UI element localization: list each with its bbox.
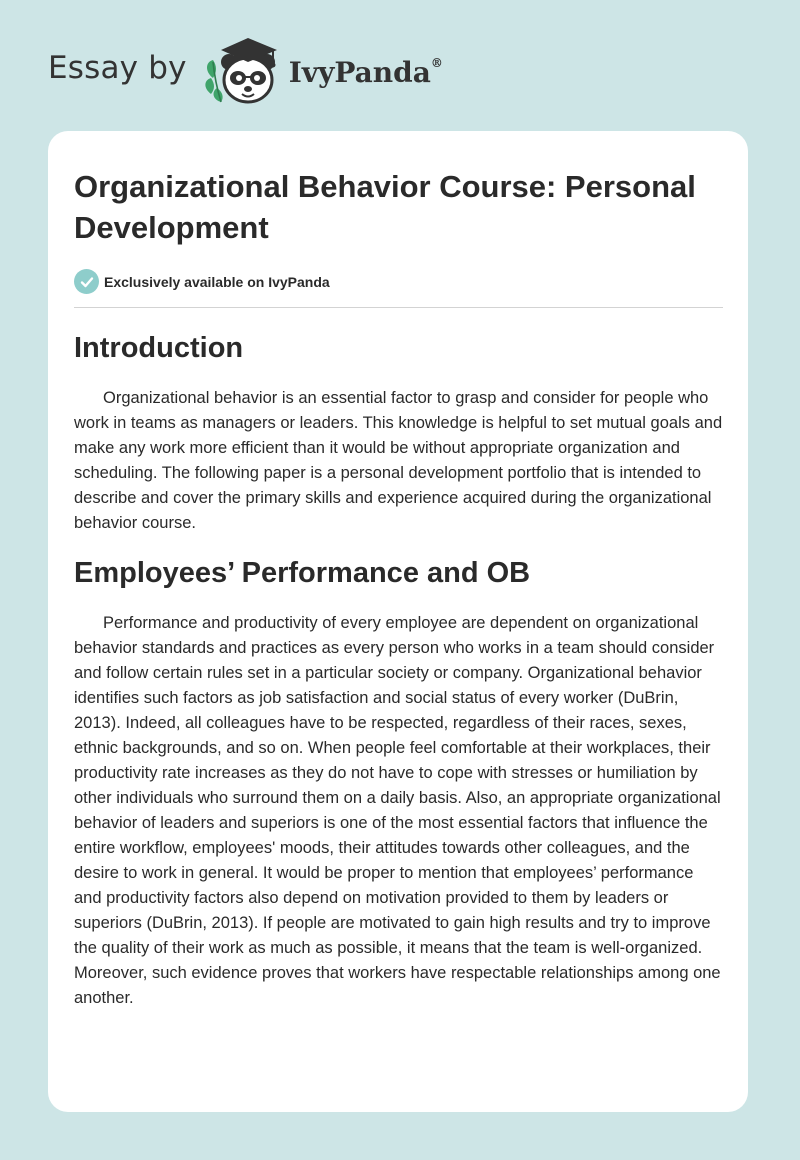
site-header (48, 30, 443, 110)
registered-mark: ® (430, 56, 443, 71)
section-heading-introduction: Introduction (74, 332, 244, 364)
section-heading-performance: Employees’ Performance and OB (74, 557, 531, 589)
page-title: Organizational Behavior Course: Personal Development (74, 169, 696, 245)
panda-graduate-icon[interactable] (201, 32, 285, 108)
essay-by-label: Essay by (48, 50, 187, 86)
section-paragraph-introduction: Organizational behavior is an essential factor to grasp and consider for people who work in teams as managers or leaders. This knowledge is helpful to set mutual goals and make any work more efficient than it would be without appropriate organization and scheduling. The following paper is a personal development portfolio that is intended to describe and cover the primary skills and experience acquired during the organizational behavior course. (74, 389, 723, 532)
exclusive-badge (74, 269, 723, 308)
essay-card (48, 131, 748, 1112)
section-paragraph-performance: Performance and productivity of every employee are dependent on organizational behavior standards and practices as every person who works in a team should consider and follow certain rules set in a particular society or company. Organizational behavior identifies such factors as job satisfaction and social status of every worker (DuBrin, 2013). Indeed, all colleagues have to be respected, regardless of their races, sexes, ethnic backgrounds, and so on. When people feel comfortable at their workplaces, their productivity rate increases as they do not have to cope with stresses or humiliation by other individuals who surround them on a daily basis. Also, an appropriate organizational behavior of leaders and superiors is one of the most essential factors that influence the entire workflow, employees' moods, their attitudes towards other colleagues, and the desire to work in general. It would be proper to mention that employees’ performance and productivity factors also depend on motivation provided to them by leaders or superiors (DuBrin, 2013). If people are motivated to gain high results and try to improve the quality of their work as much as possible, it means that the team is well-organized. Moreover, such evidence proves that workers have respectable relationships among one another. (74, 614, 721, 1007)
brand-name[interactable]: IvyPanda® (288, 55, 443, 89)
badge-text: Exclusively available on IvyPanda (104, 273, 330, 290)
check-icon (74, 269, 99, 294)
